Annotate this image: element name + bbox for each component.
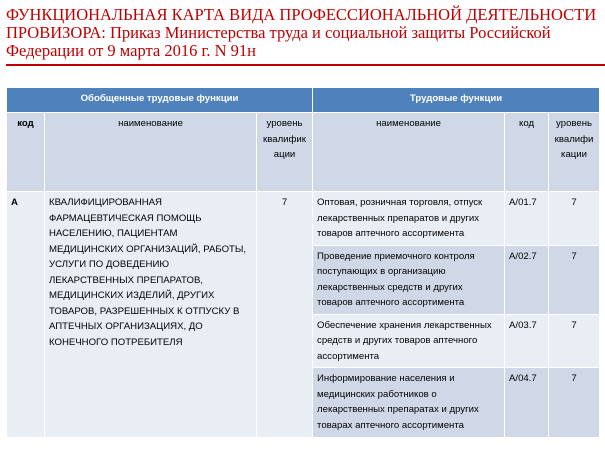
col-tf-level: уровень квалифи кации (549, 113, 600, 192)
document-title (6, 6, 601, 60)
header-row (7, 88, 600, 113)
header-labor-functions: Трудовые функции (313, 88, 600, 113)
title-line-2: ПРОВИЗОРА: Приказ Министерства труда и социальной защиты Российской (6, 23, 551, 42)
subheader-row (7, 113, 600, 192)
labor-function-level: 7 (549, 368, 600, 438)
table-row (7, 192, 600, 246)
functional-map-table (6, 87, 600, 438)
col-name: наименование (45, 113, 257, 192)
generalized-code: A (7, 192, 45, 438)
generalized-level: 7 (257, 192, 313, 438)
labor-function-level: 7 (549, 192, 600, 246)
col-tf-code: код (505, 113, 549, 192)
labor-function-name: Обеспечение хранения лекарственных средств и других товаров аптечного ассортимента (313, 314, 505, 368)
labor-function-code: A/02.7 (505, 245, 549, 314)
col-code: код (7, 113, 45, 192)
labor-function-level: 7 (549, 245, 600, 314)
col-tf-name: наименование (313, 113, 505, 192)
labor-function-name: Информирование населения и медицинских работников о лекарственных препаратах и других товарах аптечного ассортимента (313, 368, 505, 438)
labor-function-code: A/03.7 (505, 314, 549, 368)
generalized-name: КВАЛИФИЦИРОВАННАЯ ФАРМАЦЕВТИЧЕСКАЯ ПОМОЩЬ НАСЕЛЕНИЮ, ПАЦИЕНТАМ МЕДИЦИНСКИХ ОРГАНИЗАЦИЙ, РАБОТЫ, УСЛУГИ ПО ДОВЕДЕНИЮ ЛЕКАРСТВЕННЫХ ПРЕПАРАТОВ, МЕДИЦИНСКИХ ИЗДЕЛИЙ, ДРУГИХ ТОВАРОВ, РАЗРЕШЕННЫХ К ОТПУСКУ В АПТЕЧНЫХ ОРГАНИЗАЦИЯХ, ДО КОНЕЧНОГО ПОТРЕБИТЕЛЯ (45, 192, 257, 438)
header-generalized-functions: Обобщенные трудовые функции (7, 88, 313, 113)
title-line-3: Федерации от 9 марта 2016 г. N 91н (6, 41, 256, 60)
title-line-1: ФУНКЦИОНАЛЬНАЯ КАРТА ВИДА ПРОФЕССИОНАЛЬНОЙ ДЕЯТЕЛЬНОСТИ (6, 5, 597, 24)
labor-function-code: A/04.7 (505, 368, 549, 438)
title-divider (6, 64, 605, 66)
labor-function-name: Оптовая, розничная торговля, отпуск лекарственных препаратов и других товаров аптечного ассортимента (313, 192, 505, 246)
labor-function-level: 7 (549, 314, 600, 368)
col-level: уровень квалифик ации (257, 113, 313, 192)
labor-function-code: A/01.7 (505, 192, 549, 246)
labor-function-name: Проведение приемочного контроля поступающих в организацию лекарственных средств и других товаров аптечного ассортимента (313, 245, 505, 314)
